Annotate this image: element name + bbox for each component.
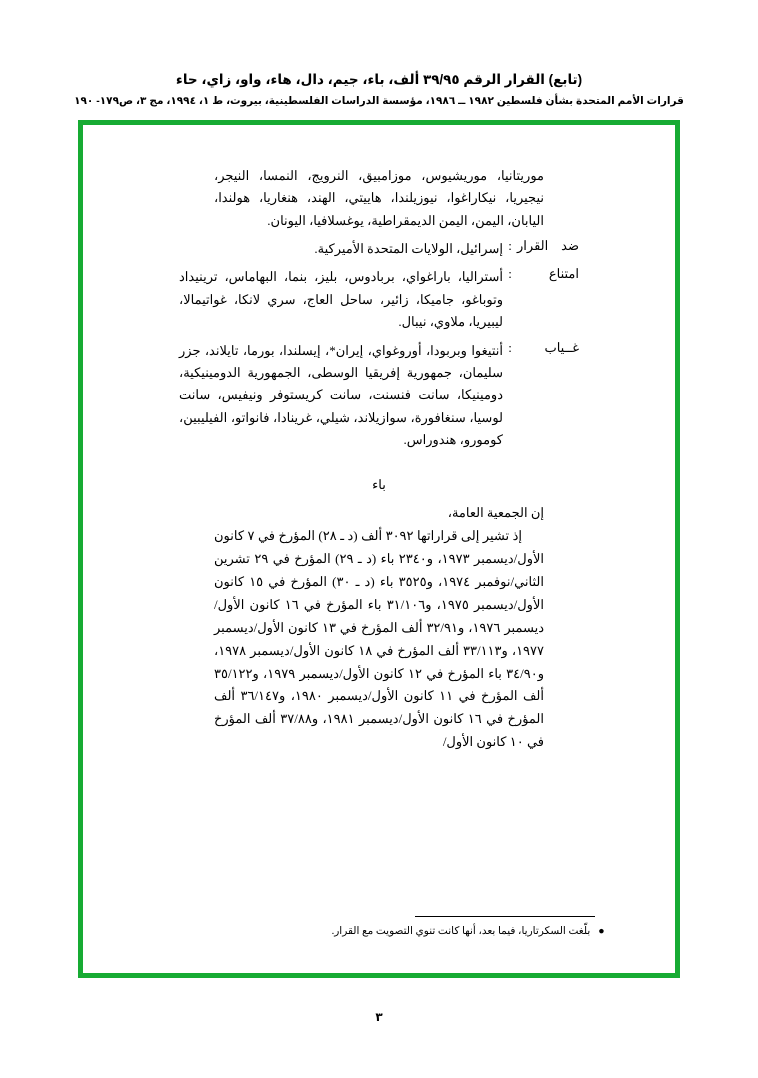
vote-colon-absent: : [508, 339, 512, 355]
footnote-line [123, 925, 635, 937]
vote-colon-abstain: : [508, 266, 512, 282]
page-header [0, 72, 758, 107]
vote-text-abstain: أستراليا، باراغواي، بربادوس، بليز، بنما، البهاماس، ترينيداد وتوباغو، جاميكا، زائير، ساحل العاج، سري لانكا، غواتيمالا، ليبيريا، ملاوي، نيبال. [179, 269, 503, 330]
vote-label-against: ضد القرار [517, 238, 579, 254]
nations-list-continued: موريتانيا، موريشيوس، موزامبيق، النرويج، النمسا، النيجر، نيجيريا، نيكاراغوا، نيوزيلندا، هاييتي، الهند، هنغاريا، هولندا، اليابان، اليمن، اليمن الديمقراطية، يوغسلافيا، اليونان. [214, 168, 544, 228]
vote-row-abstain [179, 266, 579, 333]
document-body [83, 165, 675, 754]
vote-colon-against: : [508, 238, 512, 254]
footnote-divider [415, 916, 595, 917]
resolutions-paragraph: إذ تشير إلى قراراتها ٣٠٩٢ ألف (د ـ ٢٨) المؤرخ في ٧ كانون الأول/ديسمبر ١٩٧٣، و٢٣٤٠ باء (د ـ ٢٩) المؤرخ في ٢٩ تشرين الثاني/نوفمبر ١٩٧٤، و٣٥٢٥ باء (د ـ ٣٠) المؤرخ في ١٥ كانون الأول/ديسمبر ١٩٧٥، و٣١/١٠٦ باء المؤرخ في ١٦ كانون الأول/ديسمبر ١٩٧٦، و٣٢/٩١ ألف المؤرخ في ١٣ كانون الأول/ديسمبر ١٩٧٧، و٣٣/١١٣ ألف المؤرخ في ١٨ كانون الأول/ديسمبر ١٩٧٨، و٣٤/٩٠ باء المؤرخ في ١٢ كانون الأول/ديسمبر ١٩٧٩، و٣٥/١٢٢ ألف المؤرخ في ١١ كانون الأول/ديسمبر ١٩٨٠، و٣٦/١٤٧ ألف المؤرخ في ١٦ كانون الأول/ديسمبر ١٩٨١، و٣٧/٨٨ ألف المؤرخ في ١٠ كانون الأول/ [214, 528, 545, 750]
footnote-bullet-icon: ● [598, 926, 605, 937]
page-number: ٣ [375, 1010, 383, 1024]
assembly-preamble: إن الجمعية العامة، [447, 505, 544, 521]
footnote-text: بلّغت السكرتاريا، فيما بعد، أنها كانت تنوي التصويت مع القرار. [331, 926, 591, 937]
vote-label-absent: غــياب [544, 339, 579, 355]
green-content-frame [78, 120, 680, 978]
page-title: (تابع) القرار الرقم ٣٩/٩٥ ألف، باء، جيم، دال، هاء، واو، زاي، حاء [175, 72, 583, 87]
footnote-section [123, 916, 635, 937]
section-letter-heading: باء [372, 477, 386, 493]
vote-text-absent: أنتيغوا وبربودا، أوروغواي، إيران*، إيسلندا، بورما، تايلاند، جزر سليمان، جمهورية إفريقيا الوسطى، الجمهورية الدومينيكية، دومينيكا، سانت فنسنت، سانت كريستوفر ونيفيس، سانت لوسيا، سنغافورة، سوازيلاند، شيلي، غرينادا، فانواتو، الفيليبين، كومورو، هندوراس. [179, 342, 503, 447]
vote-row-against [179, 238, 579, 260]
vote-row-absent [179, 340, 579, 452]
source-citation: قرارات الأمم المتحدة بشأن فلسطين ١٩٨٢ ــ ١٩٨٦، مؤسسة الدراسات الفلسطينية، بيروت، ط ١، ١٩٩٤، مج ٣، ص١٧٩- ١٩٠ [74, 95, 684, 107]
vote-text-against: إسرائيل، الولايات المتحدة الأميركية. [314, 241, 503, 257]
vote-label-abstain: امتناع [548, 266, 579, 282]
